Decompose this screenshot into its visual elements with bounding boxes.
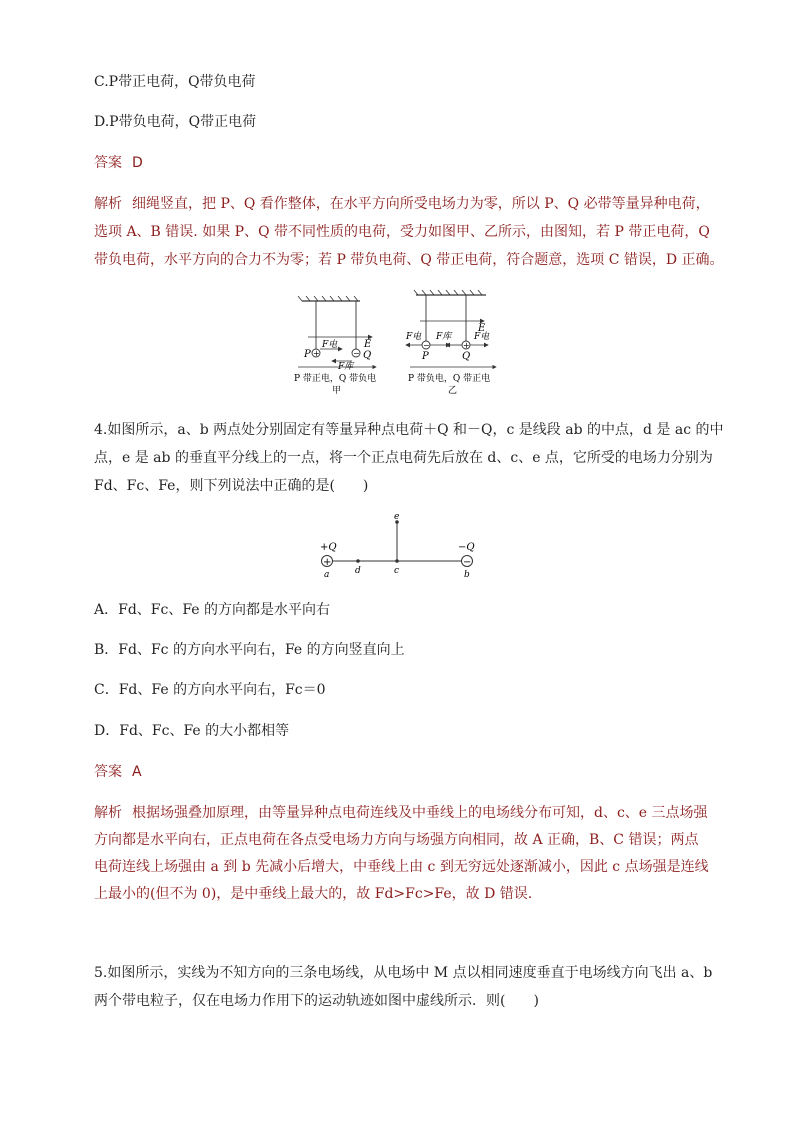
- answer-q4: [94, 762, 142, 782]
- caption-jia-name: 甲: [332, 386, 342, 395]
- label-E-yi: E: [478, 323, 486, 334]
- analysis-text: 细绳竖直，把 P、Q 看作整体，在水平方向所受电场力为零，所以 P、Q 必带等量异种电荷，: [132, 196, 710, 212]
- figure-jia: [294, 296, 376, 395]
- figure-yi: [405, 290, 496, 395]
- q4-stem-line-2: 点，e 是 ab 的垂直平分线上的一点，将一个正点电荷先后放在 d、c、e 点，它所受的电场力分别为: [94, 450, 713, 466]
- option-d: D.P带负电荷，Q带正电荷: [94, 114, 257, 130]
- label-b: b: [464, 570, 470, 580]
- label-P-jia: P: [304, 349, 311, 360]
- label-Q-jia: Q: [363, 350, 372, 361]
- label-d: d: [355, 566, 361, 576]
- q4-option-c: C．Fd、Fe 的方向水平向右，Fc＝0: [94, 682, 326, 698]
- svg-text:+: +: [313, 349, 320, 358]
- caption-yi-name: 乙: [448, 386, 458, 395]
- analysis-q3-line-2: 选项 A、B 错误. 如果 P、Q 带不同性质的电荷，受力如图甲、乙所示，由图知，若 P 带正电荷，Q: [94, 224, 710, 240]
- label-c: c: [394, 566, 400, 576]
- label-F-dian-right-yi: F电: [474, 332, 490, 342]
- analysis-q4-line-4: 上最小的(但不为 0)，是中垂线上最大的，故 Fd>Fc>Fe，故 D 错误.: [94, 886, 533, 902]
- answer-label: 答案: [94, 155, 122, 171]
- caption-jia: P 带正电，Q 带负电: [294, 374, 377, 384]
- label-e: e: [394, 512, 400, 522]
- label-plus-Q: +Q: [320, 542, 337, 553]
- q5-stem-line-2: 两个带电粒子，仅在电场力作用下的运动轨迹如图中虚线所示．则( ): [94, 993, 539, 1009]
- caption-yi: P 带负电，Q 带正电: [408, 374, 491, 384]
- analysis-q3-line-1: [94, 194, 710, 214]
- q4-stem-line-3: Fd、Fc、Fe，则下列说法中正确的是( ): [94, 478, 369, 494]
- answer-q3: [94, 153, 143, 173]
- answer-value: A: [132, 764, 142, 780]
- label-P-yi: P: [422, 351, 429, 362]
- q4-stem-line-1: 4.如图所示，a、b 两点处分别固定有等量异种点电荷＋Q 和－Q，c 是线段 ab 的中点，d 是 ac 的中: [94, 422, 724, 438]
- label-minus-Q: −Q: [458, 542, 475, 553]
- analysis-label: 解析: [94, 196, 122, 212]
- analysis-text: 根据场强叠加原理，由等量异种点电荷连线及中垂线上的电场线分布可知，d、c、e 三点场强: [132, 805, 708, 821]
- answer-label: 答案: [94, 764, 122, 780]
- svg-text:+: +: [463, 341, 470, 350]
- svg-text:−: −: [423, 341, 430, 350]
- svg-text:+: +: [323, 557, 332, 568]
- label-a: a: [324, 570, 330, 580]
- svg-text:−: −: [353, 349, 360, 358]
- q4-option-a: A．Fd、Fc、Fe 的方向都是水平向右: [94, 602, 331, 618]
- label-F-dian-left-yi: F电: [406, 332, 422, 342]
- answer-value: D: [132, 155, 143, 171]
- analysis-label: 解析: [94, 805, 122, 821]
- label-F-ku-left-yi: F库: [436, 332, 452, 342]
- label-E-jia: E: [364, 339, 372, 350]
- option-c: C.P带正电荷，Q带负电荷: [94, 74, 256, 90]
- figure-jia-yi: [280, 285, 520, 395]
- q5-stem-line-1: 5.如图所示，实线为不知方向的三条电场线，从电场中 M 点以相同速度垂直于电场线方向飞出 a、b: [94, 965, 713, 981]
- label-F-ku-jia: F库: [338, 362, 354, 372]
- label-Q-yi: Q: [462, 351, 471, 362]
- analysis-q4-line-3: 电荷连线上场强由 a 到 b 先减小后增大，中垂线上由 c 到无穷远处逐渐减小，因此 c 点场强是连线: [94, 859, 709, 875]
- analysis-q4-line-1: [94, 803, 708, 823]
- q4-option-b: B．Fd、Fc 的方向水平向右，Fe 的方向竖直向上: [94, 642, 405, 658]
- svg-text:−: −: [463, 557, 472, 568]
- q4-option-d: D．Fd、Fc、Fe 的大小都相等: [94, 723, 290, 739]
- label-F-dian-jia: F电: [322, 340, 338, 350]
- figure-q4: [310, 510, 490, 582]
- analysis-q3-line-3: 带负电荷，水平方向的合力不为零；若 P 带负电荷、Q 带正电荷，符合题意，选项 C 错误，D 正确。: [94, 252, 724, 268]
- analysis-q4-line-2: 方向都是水平向右，正点电荷在各点受电场力方向与场强方向相同，故 A 正确，B、C 错误；两点: [94, 832, 699, 848]
